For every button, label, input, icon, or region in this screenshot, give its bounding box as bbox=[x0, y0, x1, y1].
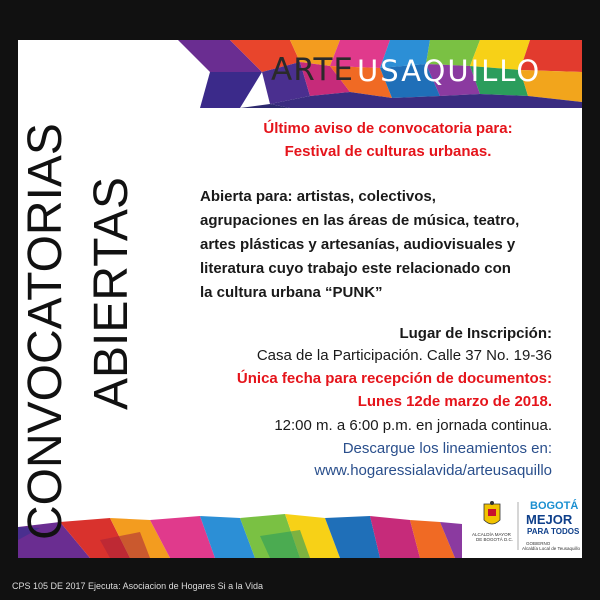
registration-date-label: Única fecha para recepción de documentos: bbox=[236, 370, 552, 387]
alcaldia-text: DE BOGOTÁ D.C. bbox=[476, 537, 514, 542]
registration-label: Lugar de Inscripción: bbox=[399, 325, 552, 342]
bogota-logo-text: MEJOR bbox=[526, 512, 573, 527]
open-for-line: Abierta para: artistas, colectivos, bbox=[200, 188, 436, 205]
gobierno-text: GOBIERNO bbox=[526, 541, 551, 546]
open-for-line: agrupaciones en las áreas de música, teatro, bbox=[200, 212, 520, 229]
registration-hours: 12:00 m. a 6:00 p.m. en jornada continua. bbox=[274, 417, 552, 434]
sponsor-logos bbox=[470, 500, 580, 561]
open-for-line: literatura cuyo trabajo este relacionado con bbox=[200, 260, 511, 277]
vertical-title-abiertas: ABIERTAS bbox=[85, 177, 138, 410]
notice-line-1: Último aviso de convocatoria para: bbox=[263, 120, 513, 137]
open-for-line: artes plásticas y artesanías, audiovisuales y bbox=[200, 236, 516, 253]
arte-usaquillo-logo bbox=[271, 52, 541, 88]
logo-usaquillo-text: USAQUILLO bbox=[357, 54, 542, 88]
bottom-rainbow-banner bbox=[18, 514, 462, 558]
registration-date: Lunes 12de marzo de 2018. bbox=[357, 393, 552, 410]
bogota-logo-text: PARA TODOS bbox=[527, 527, 580, 536]
download-url: www.hogaressialavida/arteusaquillo bbox=[314, 462, 552, 479]
alcaldia-text: ALCALDÍA MAYOR bbox=[472, 532, 511, 537]
open-for-line: la cultura urbana “PUNK” bbox=[200, 284, 383, 301]
bogota-coat-of-arms-icon bbox=[484, 501, 500, 524]
notice-line-2: Festival de culturas urbanas. bbox=[284, 143, 492, 160]
logo-arte-text: ARTE bbox=[271, 52, 355, 88]
footer-credit: CPS 105 DE 2017 Ejecuta: Asociacion de Hogares Si a la Vida bbox=[12, 581, 263, 591]
download-label: Descargue los lineamientos en: bbox=[342, 440, 552, 457]
registration-place: Casa de la Participación. Calle 37 No. 19-36 bbox=[256, 347, 552, 364]
vertical-title-convocatorias: CONVOCATORIAS bbox=[19, 123, 72, 540]
gobierno-text: Alcaldía Local de Teusaquillo bbox=[522, 546, 580, 551]
bogota-logo-text: BOGOTÁ bbox=[530, 500, 579, 512]
